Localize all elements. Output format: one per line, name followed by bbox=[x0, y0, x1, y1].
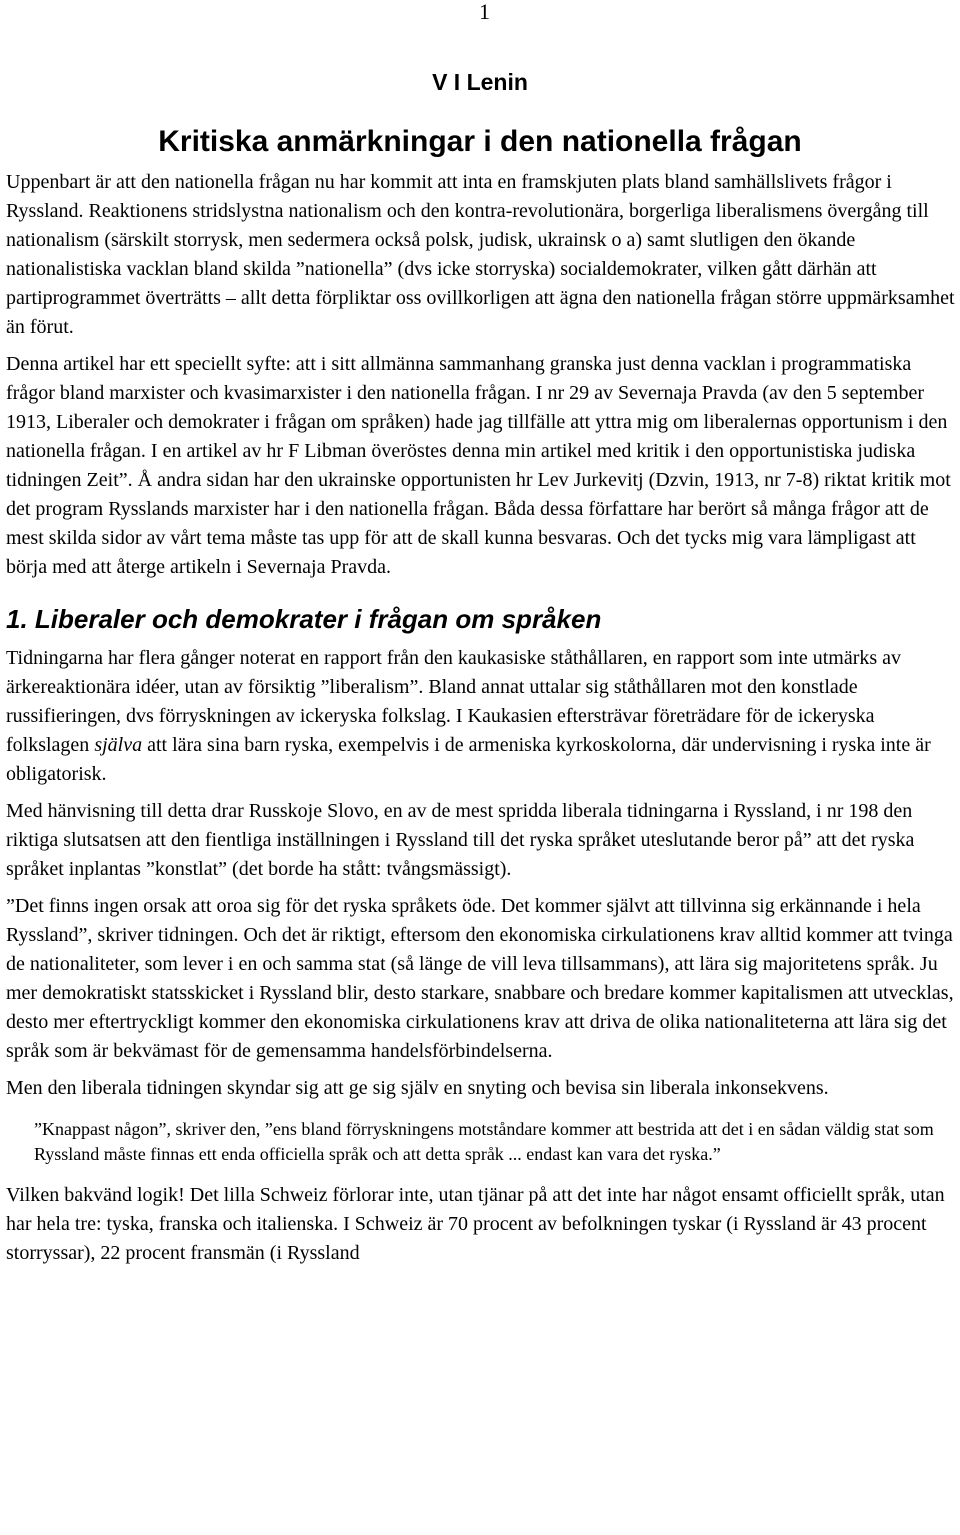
section-paragraph: Vilken bakvänd logik! Det lilla Schweiz förlorar inte, utan tjänar på att det inte har något ensamt officiellt språk, utan har hela tre: tyska, franska och italienska. I Schweiz är 70 procent av befolkningen tyskar (i Ryssland är 43 procent storryssar), 22 procent fransmän (i Ryssland bbox=[6, 1184, 945, 1264]
section-paragraph: Med hänvisning till detta drar Russkoje Slovo, en av de mest spridda liberala tidningarna i Ryssland, i nr 198 den riktiga slutsatsen att den fientliga inställningen i Ryssland till det ryska språket uteslutande beror på” att det ryska språket inplantas ”konstlat” (det borde ha stått: tvångsmässigt). bbox=[6, 800, 915, 880]
article-purpose-paragraph: Denna artikel har ett speciellt syfte: att i sitt allmänna sammanhang granska just denna vacklan i programmatiska frågor bland marxister och kvasimarxister i den nationella frågan. I nr 29 av Severnaja Pravda (av den 5 september 1913, Liberaler och demokrater i frågan om språken) hade jag tillfälle att yttra mig om liberalernas opportunism i den nationella frågan. I en artikel av hr F Libman överöstes denna min artikel med kritik i den opportunistiska judiska tidningen Zeit”. Å andra sidan har den ukrainske opportunisten hr Lev Jurkevitj (Dzvin, 1913, nr 7-8) riktat kritik mot det program Rysslands marxister har i den nationella frågan. Båda dessa författare har berört så många frågor att de mest skilda sidor av vårt tema måste tas upp för att de skall kunna besvaras. Och det tycks mig vara lämpligast att börja med att återge artikeln i Severnaja Pravda. bbox=[6, 353, 951, 578]
section-paragraph: Men den liberala tidningen skyndar sig att ge sig själv en snyting och bevisa sin liberala inkonsekvens. bbox=[6, 1077, 829, 1099]
section-paragraph: ”Det finns ingen orsak att oroa sig för det ryska språkets öde. Det kommer självt att tillvinna sig erkännande i hela Ryssland”, skriver tidningen. Och det är riktigt, eftersom den ekonomiska cirkulationens krav alltid kommer att tvinga de nationaliteter, som lever i en och samma stat (så länge de vill leva tillsammans), att lära sig majoritetens språk. Ju mer demokratiskt statsskicket i Ryssland blir, desto starkare, snabbare och bredare kommer kapitalismen att utvecklas, desto mer eftertryckligt kommer den ekonomiska cirkulationens krav att driva de olika nationaliteterna att lära sig det språk som är bekvämast för de gemensamma handelsförbindelserna. bbox=[6, 895, 954, 1062]
block-quote: ”Knappast någon”, skriver den, ”ens bland förryskningens motståndare kommer att bestrida att det i en sådan väldig stat som Ryssland måste finnas ett enda officiella språk och att detta språk ... endast kan vara det ryska.” bbox=[34, 1119, 934, 1164]
italic-emphasis: själva bbox=[94, 734, 143, 756]
section-heading: 1. Liberaler och demokrater i frågan om språken bbox=[6, 604, 602, 634]
author: V I Lenin bbox=[432, 69, 528, 95]
intro-paragraph: Uppenbart är att den nationella frågan nu har kommit att inta en framskjuten plats bland samhällslivets frågor i Ryssland. Reaktionens stridslystna nationalism och den kontra-revolutionära, borgerliga liberalismens övergång till nationalism (särskilt storrysk, men sedermera också polsk, judisk, ukrainsk o a) samt slutligen den ökande nationalistiska vacklan bland skilda ”nationella” (dvs icke storryska) socialdemokrater, vilken gått därhän att partiprogrammet överträtts – allt detta förpliktar oss ovillkorligen att ägna den nationella frågan större uppmärksamhet än förut. bbox=[6, 171, 955, 338]
page-number: 1 bbox=[479, 0, 490, 24]
document-title: Kritiska anmärkningar i den nationella frågan bbox=[158, 125, 802, 158]
section-paragraph bbox=[6, 644, 956, 789]
text-run: att lära sina barn ryska, exempelvis i de armeniska kyrkoskolorna, där undervisning i ryska inte är obligatorisk. bbox=[6, 734, 931, 785]
text-run: Tidningarna har flera gånger noterat en rapport från den kaukasiske ståthållaren, en rapport som inte utmärks av ärkereaktionära idéer, utan av försiktig ”liberalism”. Bland annat uttalar sig ståthållaren mot den konstlade russifieringen, dvs förryskningen av ickeryska folkslag. I Kaukasien eftersträvar företrädare för de ickeryska folkslagen bbox=[6, 647, 902, 756]
document-body bbox=[6, 168, 956, 1276]
